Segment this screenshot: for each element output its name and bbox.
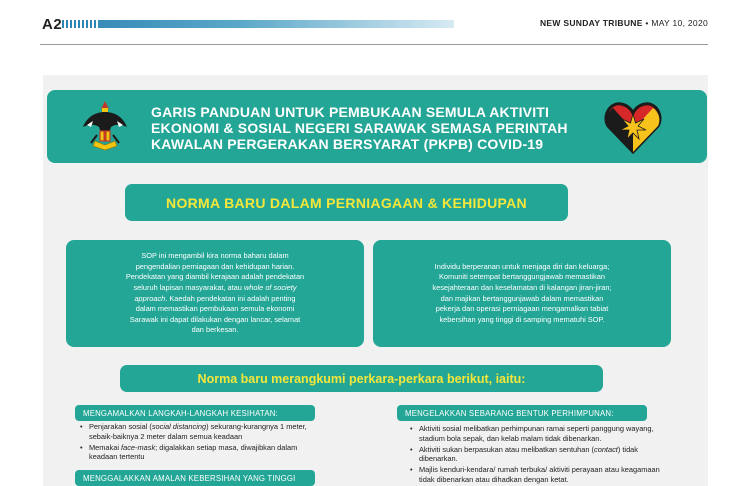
text-line: pengendalian perniagaan dan kehidupan harian. bbox=[135, 261, 295, 271]
text-line: Individu berperanan untuk menjaga diri dan keluarga; bbox=[434, 261, 610, 271]
item-text: ; digalakkan setiap masa, diwajibkan dalam keadaan tertentu bbox=[89, 442, 298, 462]
item-text-italic: face-mask bbox=[121, 442, 156, 452]
banner-title bbox=[151, 104, 606, 152]
info-box-left bbox=[66, 240, 364, 347]
text-line: Komuniti setempat bertanggungjawab memastikan bbox=[439, 272, 605, 282]
bullet-icon: • bbox=[410, 465, 413, 475]
text-line: kesejahteraan dan keselamatan di kalangan jiran-jiran; bbox=[432, 282, 612, 292]
text-line: . Kaedah pendekatan ini adalah penting bbox=[165, 293, 296, 303]
item-text: Aktiviti sukan berpasukan atau melibatkan sentuhan ( bbox=[419, 444, 595, 454]
gathering-list bbox=[410, 424, 675, 486]
text-line: kebersihan yang tinggi di samping mematuhi SOP. bbox=[439, 314, 605, 324]
item-text-italic: contact bbox=[594, 444, 618, 454]
text-line: SOP ini mengambil kira norma baharu dalam bbox=[141, 251, 289, 261]
item-text: ) tidak dibenarkan. bbox=[419, 444, 638, 464]
masthead-separator: • bbox=[645, 18, 649, 28]
bullet-icon: • bbox=[80, 422, 83, 431]
gathering-section-heading: MENGELAKKAN SEBARANG BENTUK PERHIMPUNAN: bbox=[397, 405, 647, 421]
banner-title-line: GARIS PANDUAN UNTUK PEMBUKAAN SEMULA AKTIVITI bbox=[151, 104, 550, 120]
text-italic: approach bbox=[134, 293, 166, 303]
info-box-right-text bbox=[398, 262, 645, 326]
list-item bbox=[410, 424, 675, 444]
item-text: Majlis kenduri-kendara/ rumah terbuka/ aktiviti perayaan atau keagamaan tidak dibenarkan atau dihadkan dengan ketat. bbox=[419, 465, 660, 484]
sarawak-heart-logo-icon bbox=[604, 98, 662, 156]
bullet-icon: • bbox=[80, 442, 83, 452]
item-text-italic: social distancing bbox=[151, 422, 207, 431]
health-section-heading: MENGAMALKAN LANGKAH-LANGKAH KESIHATAN: bbox=[75, 405, 315, 421]
list-item bbox=[80, 422, 320, 442]
list-item bbox=[80, 443, 320, 463]
header-rule bbox=[40, 44, 708, 45]
item-text: Aktiviti sosial melibatkan perhimpunan ramai seperti panggung wayang, stadium bola sepak, dan kelab malam tidak dibenarkan. bbox=[419, 424, 654, 443]
sarawak-crest-icon bbox=[81, 97, 129, 153]
subheading-text: NORMA BARU DALAM PERNIAGAAN & KEHIDUPAN bbox=[166, 194, 527, 211]
text-line: seluruh lapisan masyarakat, atau bbox=[133, 282, 244, 292]
newspaper-name: NEW SUNDAY TRIBUNE bbox=[539, 18, 643, 28]
item-text: ) sekurang-kurangnya 1 meter, sebaik-baiknya 2 meter dalam semua keadaan bbox=[89, 422, 307, 441]
header-stripe bbox=[62, 20, 454, 28]
list-item bbox=[410, 465, 675, 485]
section-subheading bbox=[125, 184, 568, 221]
item-text: Memakai bbox=[89, 442, 122, 452]
text-line: Pendekatan yang diambil kerajaan adalah pendekatan bbox=[125, 272, 305, 282]
bullet-icon: • bbox=[410, 444, 413, 454]
text-line: dan berkesan. bbox=[191, 325, 239, 335]
masthead bbox=[540, 18, 708, 28]
info-box-left-text bbox=[92, 251, 338, 336]
banner-title-line: KAWALAN PERGERAKAN BERSYARAT (PKPB) COVID-19 bbox=[151, 136, 544, 152]
bullet-icon: • bbox=[410, 424, 413, 433]
hygiene-section-heading: MENGGALAKKAN AMALAN KEBERSIHAN YANG TINGGI bbox=[75, 470, 315, 486]
item-text: Penjarakan sosial ( bbox=[89, 422, 152, 431]
page-number: A2 bbox=[42, 16, 63, 33]
norma-heading-text: Norma baru merangkumi perkara-perkara berikut, iaitu: bbox=[197, 371, 526, 386]
health-list bbox=[80, 422, 320, 463]
header-stripe-dashes bbox=[62, 20, 98, 28]
norma-heading bbox=[120, 365, 603, 392]
banner-title-line: EKONOMI & SOSIAL NEGERI SARAWAK SEMASA PERINTAH bbox=[151, 120, 568, 136]
text-italic: whole of society bbox=[243, 282, 297, 292]
info-box-right bbox=[373, 240, 671, 347]
text-line: Sarawak ini dapat dilakukan dengan lancar, selamat bbox=[129, 314, 301, 324]
list-item bbox=[410, 445, 675, 465]
text-line: dan majikan bertanggunjawab dalam memastikan bbox=[440, 293, 604, 303]
text-line: dalam memastikan pembukaan semula ekonomi bbox=[135, 304, 295, 314]
text-line: pekerja dan operasi perniagaan mengamalkan tabiat bbox=[435, 304, 609, 314]
issue-date: MAY 10, 2020 bbox=[651, 18, 708, 28]
